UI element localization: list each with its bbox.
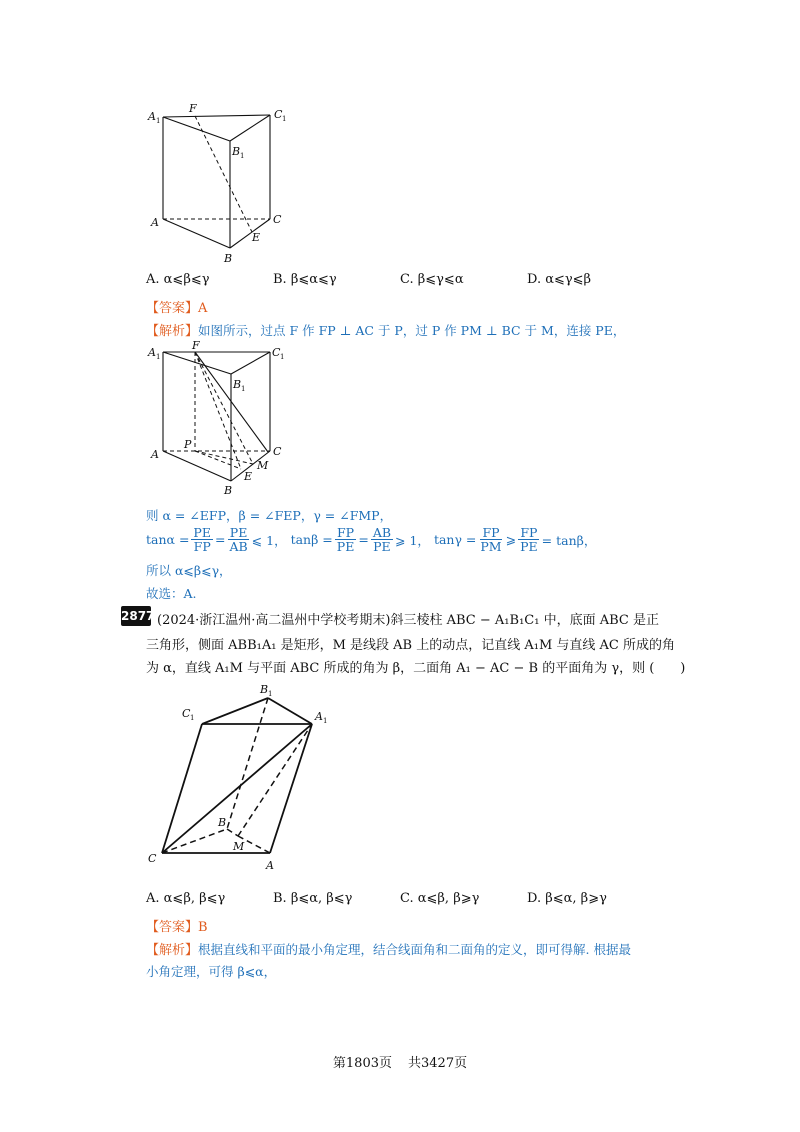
svg-text:1: 1 bbox=[190, 714, 195, 722]
label-F: F bbox=[192, 339, 200, 352]
solution-line-4: 故选：A. bbox=[146, 586, 197, 601]
analysis-tag: 【解析】 bbox=[146, 324, 199, 339]
svg-text:1: 1 bbox=[241, 385, 246, 393]
label-E: E bbox=[244, 470, 253, 483]
q2-stem-line-1: (2024·浙江温州·高二温州中学校考期末)斜三棱柱 ABC − A₁B₁C₁ 中，底面 ABC 是正 bbox=[157, 613, 659, 628]
label-B: B bbox=[218, 816, 227, 829]
q2-answer bbox=[146, 916, 208, 935]
label-C1: C bbox=[274, 108, 283, 121]
label-A: A bbox=[151, 216, 159, 229]
fraction-pe-ab: $\frac{PE}{AB}$ bbox=[229, 525, 248, 555]
label-M: M bbox=[257, 459, 269, 472]
label-C1: C bbox=[182, 707, 191, 720]
label-C: C bbox=[273, 213, 282, 226]
q2-analysis-line-1 bbox=[146, 939, 631, 958]
answer-value: B bbox=[198, 920, 208, 935]
label-A1: A bbox=[148, 110, 156, 123]
prism-figure-1 bbox=[140, 100, 300, 265]
solution-line-1: 则 α = ∠EFP，β = ∠FEP，γ = ∠FMP， bbox=[146, 508, 393, 523]
fraction-pe-fp: $\frac{PE}{FP}$ bbox=[193, 525, 211, 555]
q1-options bbox=[146, 272, 591, 287]
analysis-tag: 【解析】 bbox=[146, 943, 199, 958]
solution-line-3: 所以 α⩽β⩽γ， bbox=[146, 563, 232, 578]
oblique-prism-figure bbox=[140, 676, 340, 876]
label-B1: B bbox=[260, 683, 269, 696]
svg-text:1: 1 bbox=[156, 353, 161, 361]
label-B: B bbox=[224, 484, 233, 497]
label-M: M bbox=[233, 840, 245, 853]
page-total: 共3427页 bbox=[408, 1056, 468, 1071]
svg-text:1: 1 bbox=[156, 117, 161, 125]
q2-stem-line-2: 三角形，侧面 ABB₁A₁ 是矩形，M 是线段 AB 上的动点，记直线 A₁M 与直线 AC 所成的角 bbox=[146, 638, 675, 653]
label-A: A bbox=[151, 448, 159, 461]
label-A: A bbox=[266, 859, 274, 872]
analysis-text: 如图所示，过点 F 作 FP ⊥ AC 于 P，过 P 作 PM ⊥ BC 于 M，连接 PE， bbox=[198, 323, 626, 338]
q2-option-a[interactable]: A. α⩽β, β⩽γ bbox=[146, 891, 226, 906]
page-number: 第1803页 bbox=[332, 1056, 392, 1071]
analysis-text: 根据直线和平面的最小角定理，结合线面角和二面角的定义，即可得解. 根据最 bbox=[198, 942, 631, 957]
svg-text:1: 1 bbox=[280, 353, 285, 361]
label-B: B bbox=[224, 252, 233, 265]
label-B1: B bbox=[232, 145, 241, 158]
fraction-ab-pe: $\frac{AB}{PE}$ bbox=[372, 525, 392, 555]
q1-option-a[interactable]: A. α⩽β⩽γ bbox=[146, 272, 210, 287]
fraction-fp-pe: $\frac{FP}{PE}$ bbox=[336, 525, 355, 555]
prism-figure-2 bbox=[140, 338, 300, 500]
label-C1: C bbox=[272, 346, 281, 359]
q1-answer bbox=[146, 297, 207, 316]
label-P: P bbox=[184, 438, 192, 451]
label-B1: B bbox=[233, 378, 242, 391]
label-A1: A bbox=[148, 346, 156, 359]
q1-option-c[interactable]: C. β⩽γ⩽α bbox=[400, 272, 464, 287]
q2-option-c[interactable]: C. α⩽β, β⩾γ bbox=[400, 891, 480, 906]
q1-option-b[interactable]: B. β⩽α⩽γ bbox=[273, 272, 337, 287]
q2-option-b[interactable]: B. β⩽α, β⩽γ bbox=[273, 891, 353, 906]
label-C: C bbox=[148, 852, 157, 865]
label-A1: A bbox=[315, 710, 323, 723]
q2-option-d[interactable]: D. β⩽α, β⩾γ bbox=[527, 891, 607, 906]
label-C: C bbox=[273, 445, 282, 458]
q2-analysis-line-2: 小角定理，可得 β⩽α， bbox=[146, 964, 277, 979]
page-footer bbox=[0, 1052, 800, 1071]
answer-tag: 【答案】 bbox=[146, 301, 199, 316]
fraction-fp-pm: $\frac{FP}{PM}$ bbox=[480, 525, 502, 555]
label-E: E bbox=[252, 231, 261, 244]
q2-stem-line-3: 为 α，直线 A₁M 与平面 ABC 所成的角为 β，二面角 A₁ − AC − B 的平面角为 γ，则 ( ) bbox=[146, 661, 686, 676]
label-F: F bbox=[189, 102, 197, 115]
svg-text:1: 1 bbox=[268, 690, 273, 698]
q2-options bbox=[146, 891, 607, 906]
svg-text:1: 1 bbox=[282, 115, 287, 123]
question-number-badge: 2877 bbox=[121, 606, 151, 626]
svg-text:1: 1 bbox=[240, 152, 245, 160]
answer-value: A bbox=[198, 301, 208, 316]
q1-analysis bbox=[146, 320, 625, 339]
fraction-fp-pe-2: $\frac{FP}{PE}$ bbox=[520, 525, 538, 555]
svg-text:1: 1 bbox=[323, 717, 328, 725]
q1-option-d[interactable]: D. α⩽γ⩽β bbox=[527, 272, 592, 287]
answer-tag: 【答案】 bbox=[146, 920, 199, 935]
solution-tan-line: tanα = $\frac{PE}{FP}$ = $\frac{PE}{AB}$ ⩽ 1， tanβ = $\frac{FP}{PE}$ = $\frac{AB}{PE}$ ⩾ 1， tanγ = $\frac{FP}{PM}$ ⩾ $\frac{FP}{PE}$ = tanβ， bbox=[146, 525, 597, 555]
